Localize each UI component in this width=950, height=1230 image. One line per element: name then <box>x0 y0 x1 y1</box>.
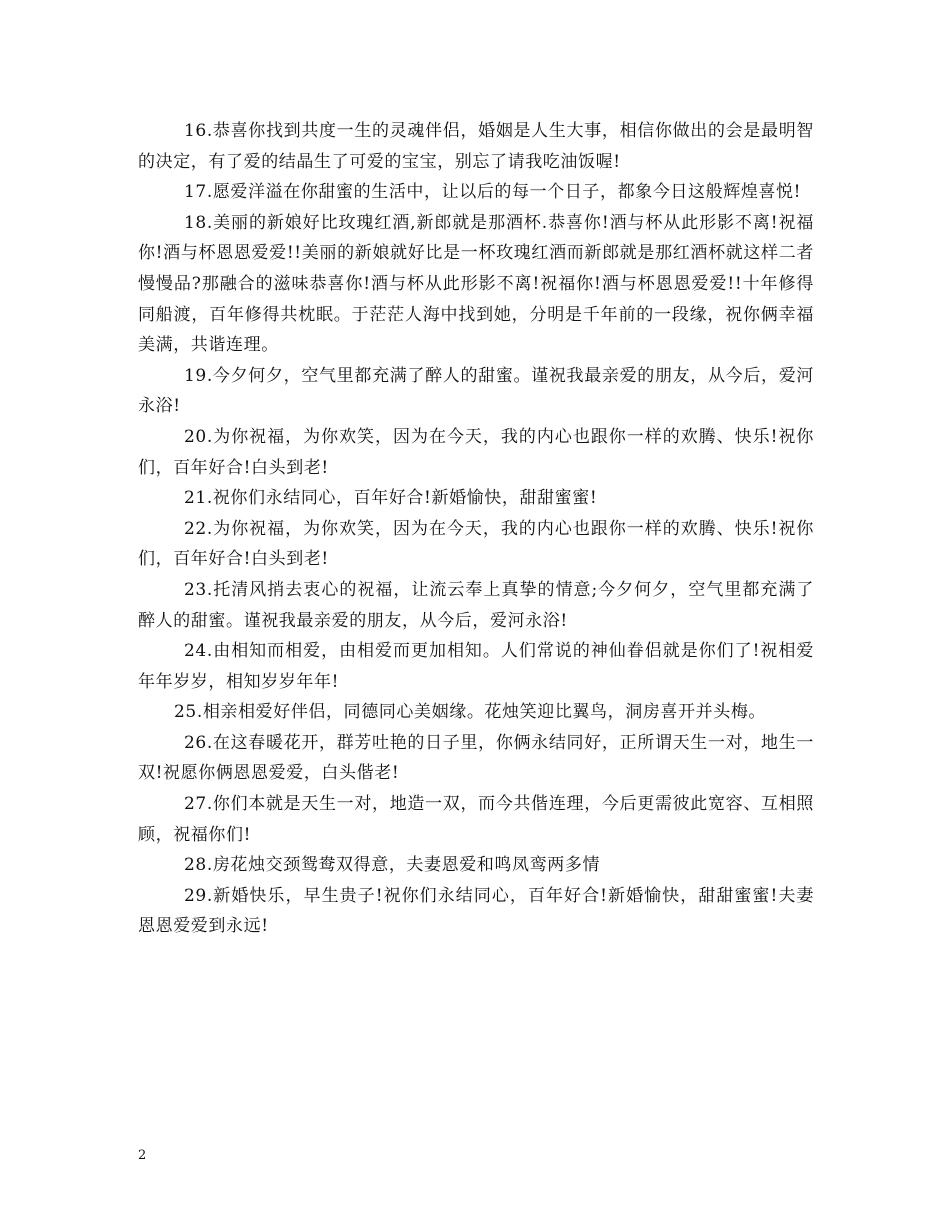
page-number: 2 <box>138 1148 147 1163</box>
paragraph-29: 29.新婚快乐，早生贵子!祝你们永结同心，百年好合!新婚愉快，甜甜蜜蜜!夫妻恩恩爱爱到永远! <box>138 885 814 937</box>
paragraph-23: 23.托清风捎去衷心的祝福，让流云奉上真挚的情意;今夕何夕，空气里都充满了醉人的甜蜜。谨祝我最亲爱的朋友，从今后，爱河永浴! <box>138 579 814 631</box>
paragraph-26: 26.在这春暖花开，群芳吐艳的日子里，你俩永结同好，正所谓天生一对，地生一双!祝愿你俩恩恩爱爱，白头偕老! <box>138 732 814 784</box>
paragraph-18: 18.美丽的新娘好比玫瑰红酒,新郎就是那酒杯.恭喜你!酒与杯从此形影不离!祝福你!酒与杯恩恩爱爱!!美丽的新娘就好比是一杯玫瑰红酒而新郎就是那红酒杯就这样二者慢慢品?那融合的滋味恭喜你!酒与杯从此形影不离!祝福你!酒与杯恩恩爱爱!!十年修得同船渡，百年修得共枕眠。于茫茫人海中找到她，分明是千年前的一段缘，祝你俩幸福美满，共谐连理。 <box>138 212 814 356</box>
paragraph-27: 27.你们本就是天生一对，地造一双，而今共偕连理，今后更需彼此宽容、互相照顾，祝福你们! <box>138 794 814 845</box>
paragraph-19: 19.今夕何夕，空气里都充满了醉人的甜蜜。谨祝我最亲爱的朋友，从今后，爱河永浴! <box>138 365 814 417</box>
paragraph-25: 25.相亲相爱好伴侣，同德同心美姻缘。花烛笑迎比翼鸟，洞房喜开并头梅。 <box>174 702 767 723</box>
document-body <box>138 116 814 942</box>
paragraph-24: 24.由相知而相爱，由相爱而更加相知。人们常说的神仙眷侣就是你们了!祝相爱年年岁岁，相知岁岁年年! <box>138 641 814 692</box>
paragraph-16: 16.恭喜你找到共度一生的灵魂伴侣，婚姻是人生大事，相信你做出的会是最明智的决定，有了爱的结晶生了可爱的宝宝，别忘了请我吃油饭喔! <box>138 121 814 172</box>
paragraph-21: 21.祝你们永结同心，百年好合!新婚愉快，甜甜蜜蜜! <box>184 488 598 509</box>
paragraph-20: 20.为你祝福，为你欢笑，因为在今天，我的内心也跟你一样的欢腾、快乐!祝你们，百年好合!白头到老! <box>138 426 814 478</box>
paragraph-28: 28.房花烛交颈鸳鸯双得意，夫妻恩爱和鸣凤鸾两多情 <box>184 855 601 876</box>
paragraph-17: 17.愿爱洋溢在你甜蜜的生活中，让以后的每一个日子，都象今日这般辉煌喜悦! <box>184 182 802 203</box>
paragraph-22: 22.为你祝福，为你欢笑，因为在今天，我的内心也跟你一样的欢腾、快乐!祝你们，百年好合!白头到老! <box>138 518 814 570</box>
